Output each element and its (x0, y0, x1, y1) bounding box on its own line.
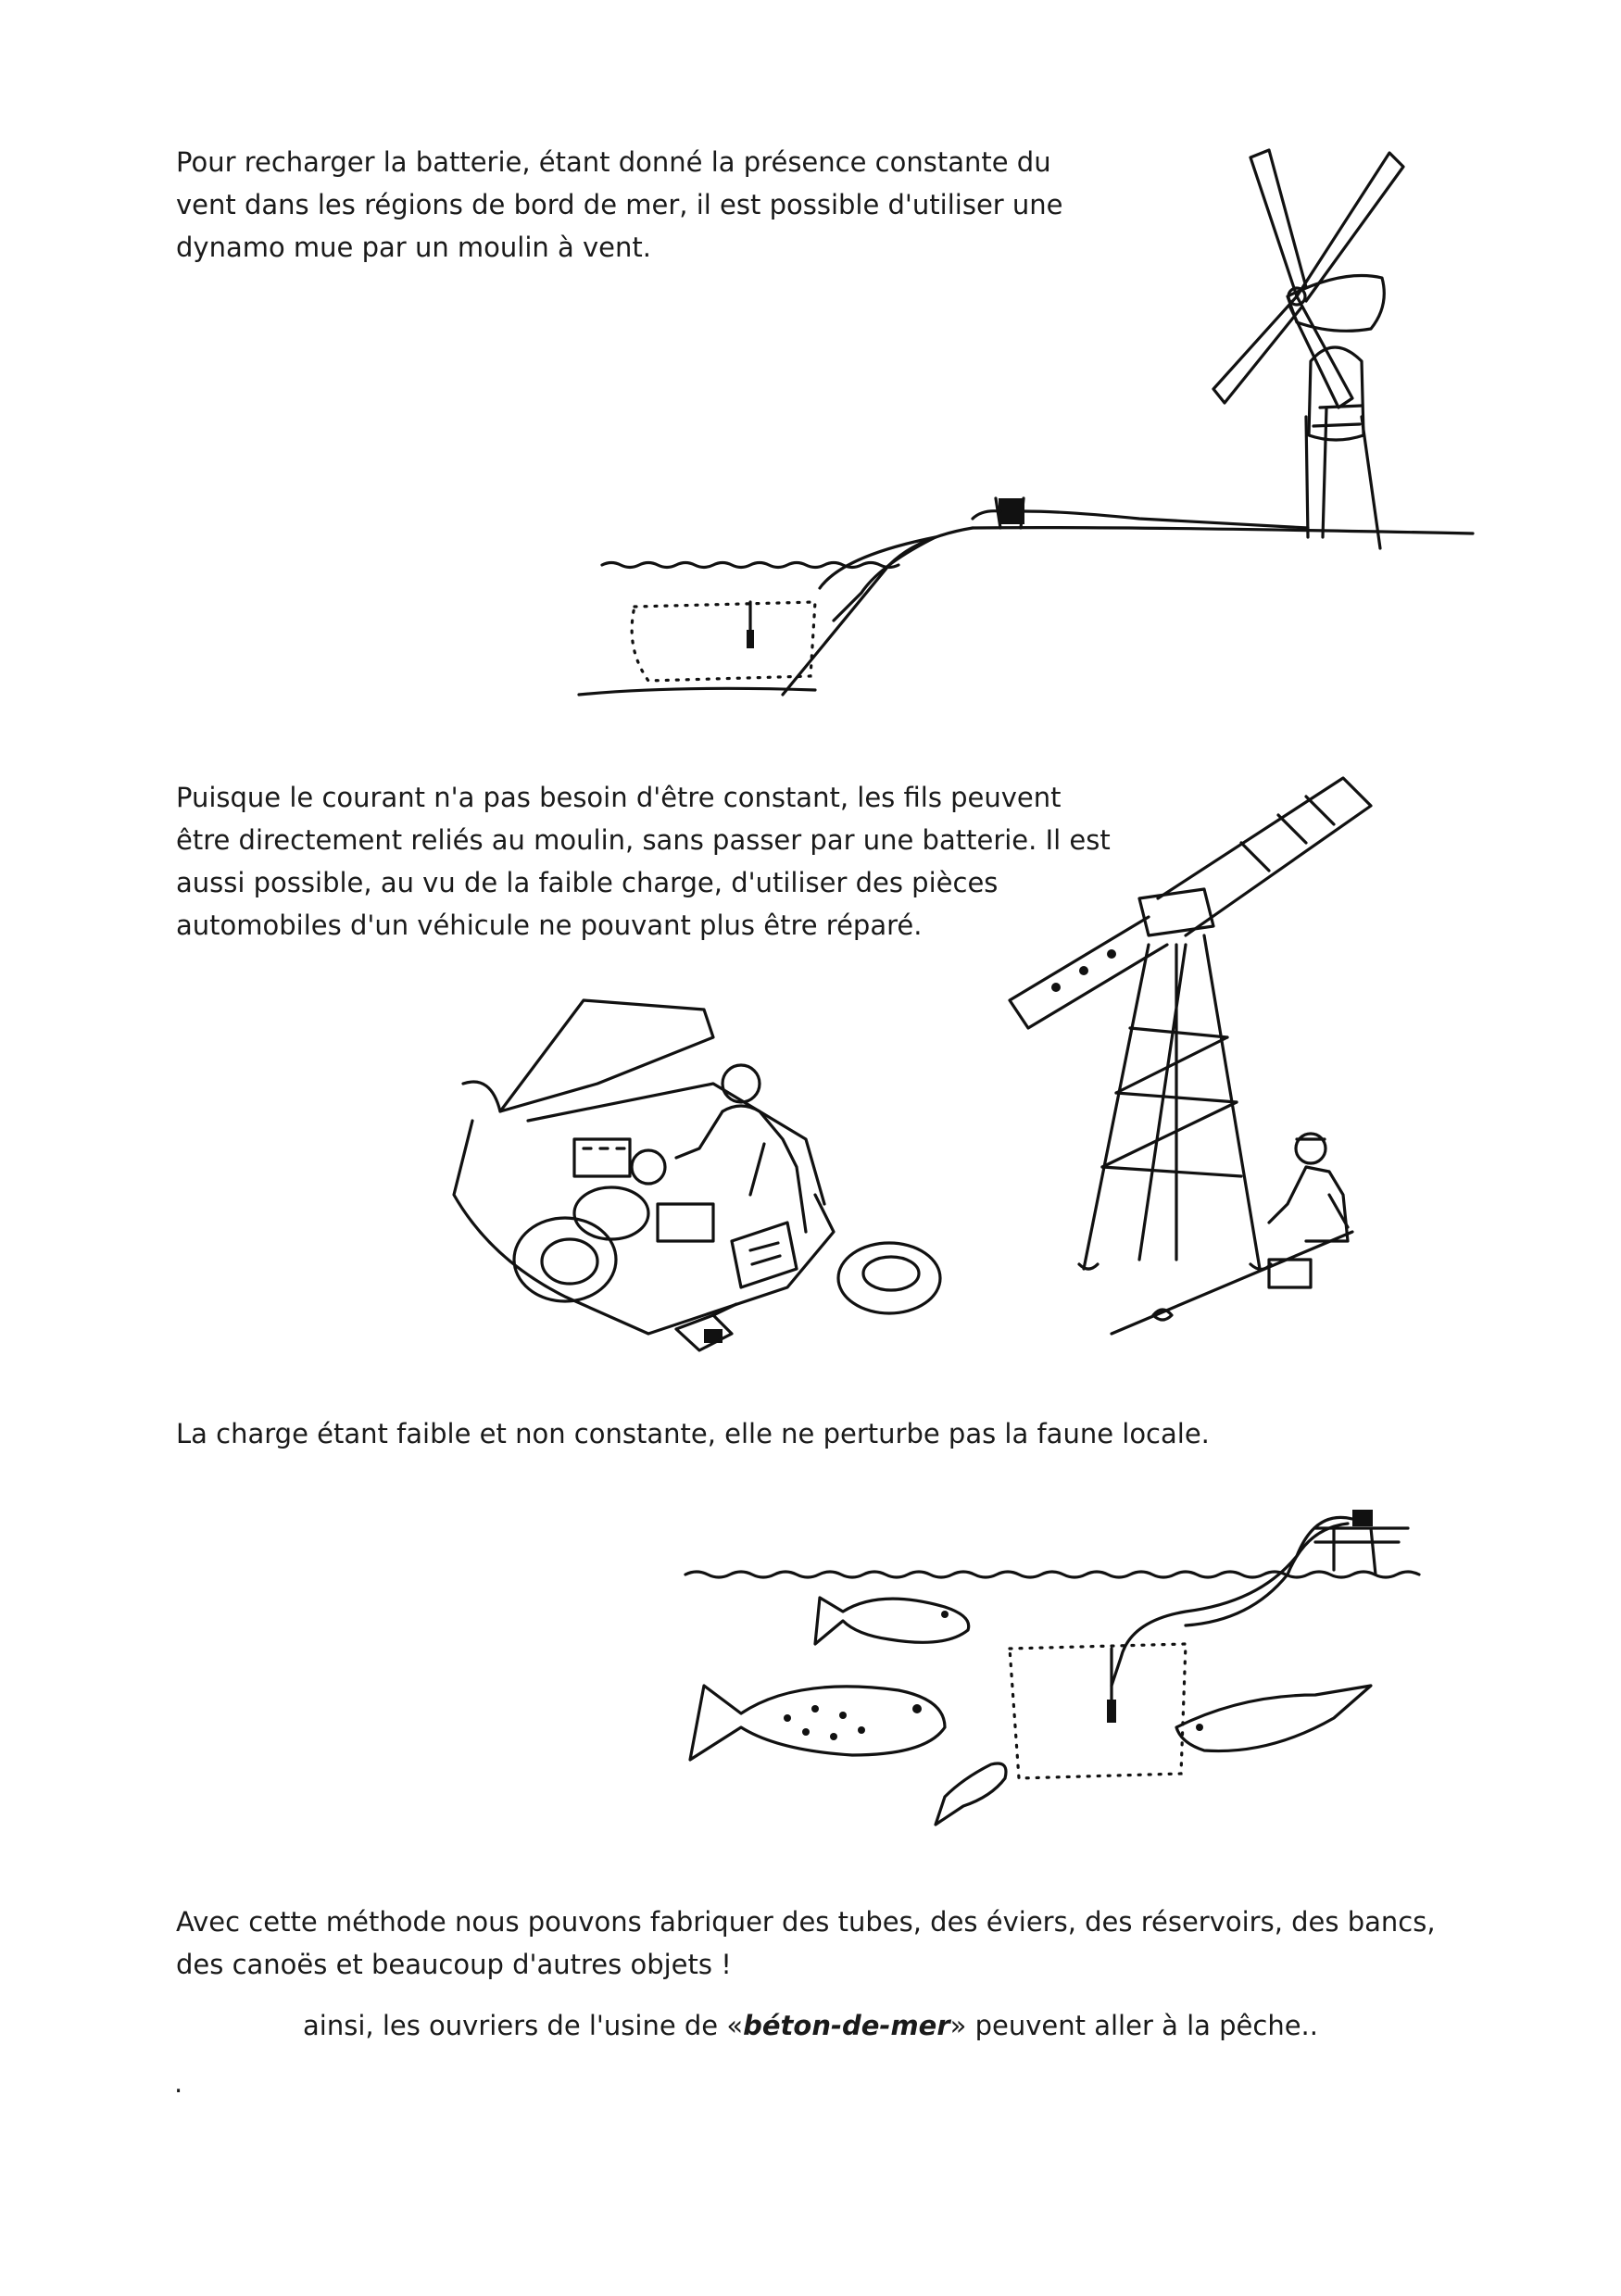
conclusion-text-before: ainsi, les ouvriers de l'usine de « (303, 2010, 744, 2041)
improvised-windmill-illustration (1000, 759, 1445, 1352)
beton-de-mer-emphasis: béton-de-mer (743, 2010, 950, 2041)
paragraph-local-fauna: La charge étant faible et non constante, elle ne perturbe pas la faune locale. (176, 1418, 1210, 1449)
paragraph-direct-wiring: Puisque le courant n'a pas besoin d'être constant, les fils peuvent être directement reliés au moulin, sans passer par une batterie. Il est aussi possible, au vu de la faible charge, d'utiliser des pièces automobiles d'un véhicule ne pouvant plus être réparé. (176, 782, 1111, 941)
car-parts-illustration (435, 982, 963, 1371)
underwater-fauna-illustration (667, 1500, 1426, 1834)
conclusion-text-after: » peuvent aller à la pêche.. (949, 2010, 1318, 2041)
paragraph-windmill-charging: Pour recharger la batterie, étant donné la présence constante du vent dans les régions de bord de mer, il est possible d'utiliser une dynamo mue par un moulin à vent. (176, 146, 1063, 263)
windmill-shore-illustration (565, 130, 1482, 704)
paragraph-conclusion (176, 2004, 1445, 2047)
trailing-dot: . (174, 2067, 183, 2099)
paragraph-fabrication: Avec cette méthode nous pouvons fabriquer des tubes, des éviers, des réservoirs, des bancs, des canoës et beaucoup d'autres objets ! (176, 1906, 1436, 1980)
